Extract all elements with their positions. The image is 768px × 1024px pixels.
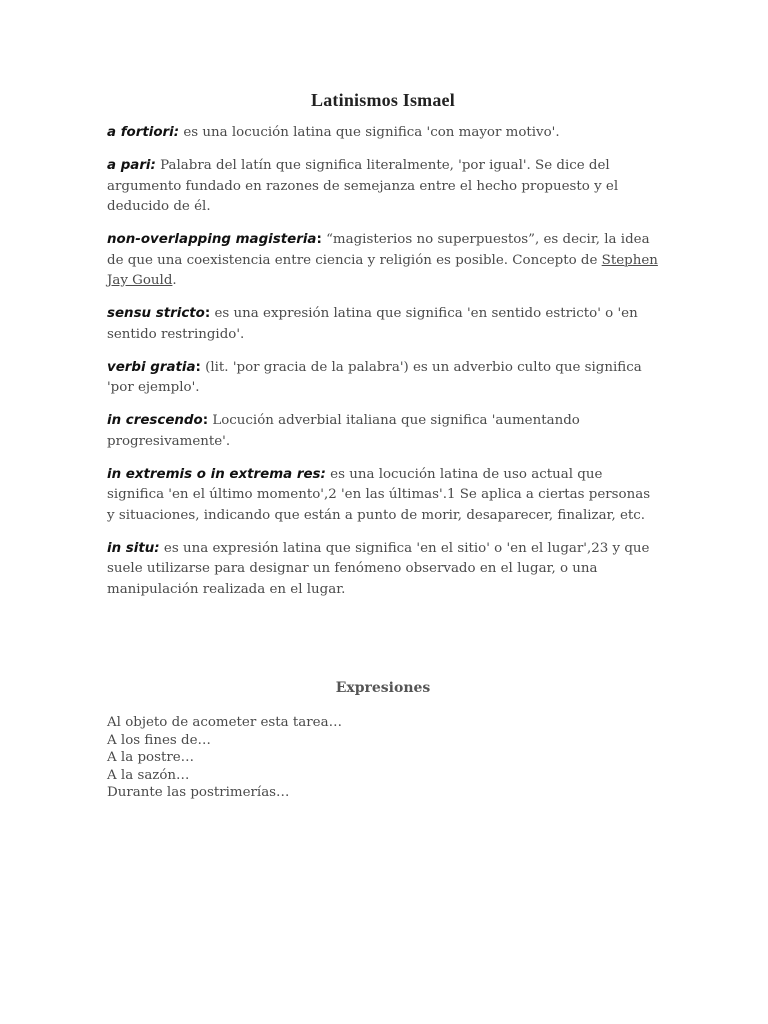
stephen-jay-gould-link[interactable]: Stephen Jay Gould (107, 252, 658, 288)
entry-verbi-gratia (107, 358, 659, 399)
entry-colon: : (202, 413, 209, 428)
entry-term: a pari: (107, 158, 156, 173)
entry-colon: : (316, 232, 322, 247)
entry-term: in extremis o in extrema res: (107, 466, 326, 482)
entry-text: (lit. 'por gracia de la palabra') es un adverbio culto que significa 'por ejemplo'. (107, 359, 642, 395)
list-item: Durante las postrimerías… (107, 785, 290, 800)
entry-a-pari (107, 156, 659, 218)
list-item: A los fines de… (107, 732, 211, 748)
entry-text: es una expresión latina que significa 'en el sitio' o 'en el lugar',23 y que suele utilizarse para designar un fenómeno observado en el lugar, o una manipulación realizada en el lugar. (107, 540, 650, 597)
entry-text: Locución adverbial italiana que significa 'aumentando progresivamente'. (107, 413, 580, 449)
entry-text: es una locución latina que significa 'con mayor motivo'. (179, 125, 560, 140)
list-item: Al objeto de acometer esta tarea… (107, 715, 342, 730)
entry-term: in situ: (107, 540, 160, 556)
entry-text: Palabra del latín que significa literalmente, 'por igual'. Se dice del argumento fundado en razones de semejanza entre el hecho propuesto y el deducido de él. (107, 158, 619, 214)
document-body (107, 90, 659, 613)
page-title: Latinismos Ismael (311, 90, 455, 110)
entry-text-after: . (172, 273, 177, 288)
entry-non-overlapping-magisteria (107, 230, 659, 292)
entry-text: es una expresión latina que significa 'en sentido estricto' o 'en sentido restringido'. (107, 306, 638, 342)
entry-in-extremis (107, 465, 659, 527)
entry-term: sensu stricto (107, 306, 205, 321)
entry-colon: : (204, 306, 211, 321)
entry-text: es una locución latina de uso actual que significa 'en el último momento',2 'en las últimas'.1 Se aplica a ciertas personas y situaciones, indicando que están a punto de morir, desaparecer, finalizar, etc. (107, 466, 651, 523)
entry-in-situ (107, 539, 659, 601)
list-item: A la postre… (107, 750, 195, 765)
entry-a-fortiori (107, 123, 659, 144)
entry-term: in crescendo (107, 413, 203, 428)
entry-term: a fortiori: (107, 125, 180, 140)
entry-term: verbi gratia (107, 359, 196, 375)
expressions-list (107, 714, 342, 802)
entry-sensu-stricto (107, 304, 659, 345)
entry-text: “magisterios no superpuestos”, es decir, la idea de que una coexistencia entre ciencia y religión es posible. Concepto de (107, 232, 650, 268)
entry-term: non-overlapping magisteria (107, 232, 317, 247)
entry-colon: : (195, 359, 201, 375)
list-item: A la sazón… (107, 767, 190, 783)
expressions-heading: Expresiones (335, 680, 431, 696)
entry-in-crescendo (107, 411, 659, 452)
